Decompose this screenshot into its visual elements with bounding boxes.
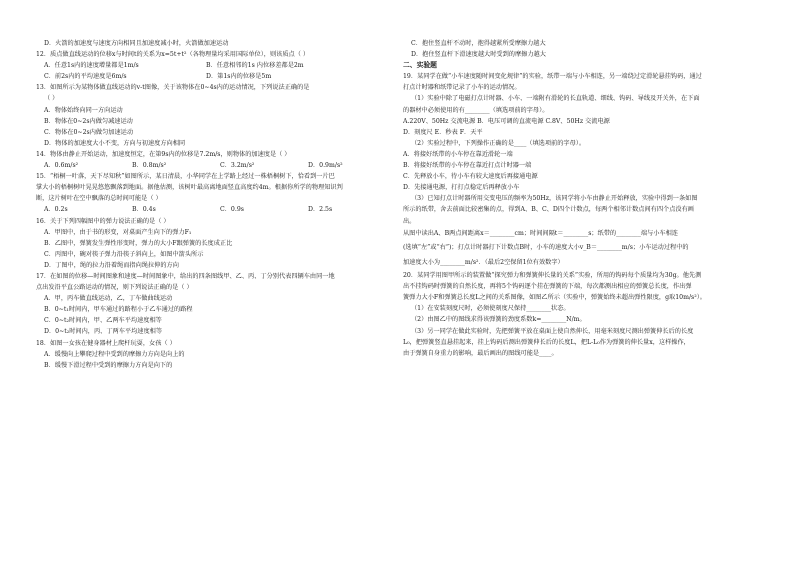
text-line: 从图中读出A、B两点间距离x＝________cm；时间间隔t＝________s；纸带的________端与小车相连 [403,229,678,237]
option-text: D．2.5s [308,206,333,214]
text-line: D．0~t₂时间内，丙、丁两车平均速度相等 [44,328,163,336]
text-line: A．甲图中，由于书的形变，对桌面产生向下的弹力F₁ [44,228,192,236]
question-text: 20．某同学用图甲所示的装置做“探究弹力和弹簧伸长量的关系”实验，所用的钩码每个质量均为30g。他先测 [403,272,702,280]
text-line: 簧弹力大小F和弹簧总长度L之间的关系图像，如图乙所示（实验中，弹簧始终未超出弹性限度，g取10m/s²）。 [403,294,706,302]
option-row [36,160,394,171]
text-line: D．火箭的加速度与速度方向相同且加速度减小时，火箭做加速运动 [44,40,229,47]
question-text: 13．如图所示为某物体做直线运动的v-t图像，关于该物体在0~4s内的运动情况，下列说法正确的是 [36,84,310,92]
text-line: （2）实验过程中，下列操作正确的是____（填选项前的字母）。 [411,139,586,147]
text-line: L₀，把弹簧竖直悬挂起来，挂上钩码后测出弹簧伸长后的长度L，把L-L₀作为弹簧的伸长量x，这样操作， [403,338,690,346]
question-text: 12．质点做直线运动的位移x与时间t的关系为x=5t+t²（各物理量均采用国际单位），则该质点（ ） [36,51,310,59]
text-line: B．物体在0~2s内做匀减速运动 [44,117,133,125]
text-line: （3）已知打点计时器所用交变电压的频率为50Hz，该同学将小车由静止开始释放，实验中得到一条如图 [411,195,698,203]
question-text: 19．某同学在做“小车速度随时间变化规律”的实验，纸带一端与小车相连，另一端绕过定滑轮悬挂钩码，通过 [403,73,702,81]
option-text: B．0.8m/s² [132,162,167,170]
text-line: 打点计时器和纸带记录了小车的运动情况。 [403,84,521,92]
text-line: A．将接好纸带的小车停在靠近滑轮一端 [403,150,513,158]
option-text: A．0.2s [44,206,68,214]
option-text: B．任意相邻的1s 内位移差都是2m [206,62,304,70]
text-line: B．缓慢下滑过程中受到的摩擦力方向是向下的 [44,361,173,369]
option-row [36,71,394,82]
text-line: C．抱住竖直杆不动时，抱得越紧所受摩擦力越大 [411,40,546,47]
text-line: （ ） [44,95,59,103]
option-text: C．0.9s [220,206,244,214]
text-line: C．先释放小车，待小车有较大速度后再接通电源 [403,173,538,181]
text-line: D．抱住竖直杆下滑速度越大时受到的摩擦力越大 [411,51,546,59]
option-text: C．3.2m/s² [220,162,255,170]
text-line: 出。 [403,217,416,225]
text-line: 由于弹簧自身重力的影响，最后画出的图线可能是____。 [403,349,558,357]
text-line: D．物体的加速度大小不变，方向与初速度方向相同 [44,139,186,147]
text-line: A．甲，丙车做直线运动，乙，丁车做曲线运动 [44,295,173,303]
text-line: （1）在安装刻度尺时，必须使刻度尺保持________状态。 [411,305,570,313]
question-text: 17．在如图的位移—时间图象和速度—时间图象中，给出的四条图线甲、乙、丙、丁分别代表四辆车由同一地 [36,272,335,280]
text-line: A．缓慢向上攀爬过程中受到的摩擦力方向是向上的 [44,350,185,358]
text-line: C．丙图中，碗对筷子弹力沿筷子斜向上，如图中箭头所示 [44,250,204,258]
option-text: A．0.6m/s² [44,162,79,170]
text-line: C．0~t₂时间内，甲、乙两车平均速度相等 [44,317,162,325]
question-text: 15．“梧桐一叶落，天下尽知秋”如图所示，某日清晨，小华同学在上学路上经过一株梧桐树下，恰看到一片巴 [36,173,335,181]
text-line: 掌大小的梧桐树叶晃晃悠悠飘落到地面。据他估测，该树叶最高离地面竖直高度约4m。根据你所学的物理知识判 [36,184,343,192]
text-line: 的器材中必须使用的有________（填选项前的字母）。 [403,106,549,114]
text-line: 所示的纸带，舍去前面比较密集的点，得到A、B、C、D四个计数点，每两个相邻计数点间有四个点没有画 [403,206,694,214]
text-line: D．刻度尺 E．秒表 F．天平 [403,128,483,136]
right-column [403,38,763,359]
left-column [36,38,394,371]
option-text: D．第1s内的位移是5m [206,73,272,81]
text-line: B．乙图中，弹簧发生弹性形变时，弹力的大小F跟弹簧的长度成正比 [44,239,233,247]
question-text: 14．物体由静止开始运动，加速度恒定，在第9s内的位移是7.2m/s，则物体的加速度是（ ） [36,150,291,158]
text-line: （1）实验中除了电磁打点计时器、小车、一端附有滑轮的长直轨道、细线、钩码、导线及开关外，在下面 [411,95,700,103]
option-text: C．前2s内的平均速度是6m/s [44,73,127,81]
question-text: 16．关于下列四幅图中的弹力说法正确的是（ ） [36,217,170,225]
text-line: 出不挂钩码时弹簧的自然长度，再将5个钩码逐个挂在弹簧的下端，每次都测出相应的弹簧总长度，作出弹 [403,283,692,291]
option-row [36,60,394,71]
text-line: （2）由图乙中的图线求得该弹簧的劲度系数k=________N/m。 [411,316,586,324]
text-line: C．物体在0~2s内做匀加速运动 [44,128,134,136]
question-text: 18．如图一女孩在健身器材上爬杆玩耍，女孩（ ） [36,339,176,347]
option-text: A．任意1s内的速度增量都是1m/s [44,62,139,70]
text-line: （3）另一同学在做此实验时，先把弹簧平放在桌面上使自然伸长，用毫米刻度尺测出弹簧伸长后的长度 [411,327,694,335]
text-line: 点出发沿平直公路运动的情况，则下列说法正确的是（ ） [36,284,193,292]
option-text: D．0.9m/s² [308,162,343,170]
text-line: A.220V、50Hz 交流电源 B．电压可调的直流电源 C.8V、50Hz 交流电源 [403,117,610,125]
text-line: A．物体始终向同一方向运动 [44,106,123,114]
option-row [36,204,394,215]
text-line: (选填“左”或“右”)；打点计时器打下计数点B时，小车的速度大小v_B＝________m/s；小车运动过程中的 [403,244,689,252]
text-line: 断，这片树叶在空中飘落的总时间可能是（ ） [36,195,162,203]
text-line: D．丁图中，绳的拉力沿着绳而指向绳拉伸的方向 [44,261,179,269]
text-line: B．0~t₁时间内，甲车通过的路程小于乙车通过的路程 [44,306,193,314]
text-line: D．先接通电源，打打点稳定后再释放小车 [403,184,520,192]
option-text: B．0.4s [132,206,156,214]
text-line: B．将接好纸带的小车停在靠近打点计时器一端 [403,162,532,170]
text-line: 加速度大小为________m/s²．（最后2空保留1位有效数字） [403,258,564,266]
section-heading: 二、实验题 [403,61,437,70]
